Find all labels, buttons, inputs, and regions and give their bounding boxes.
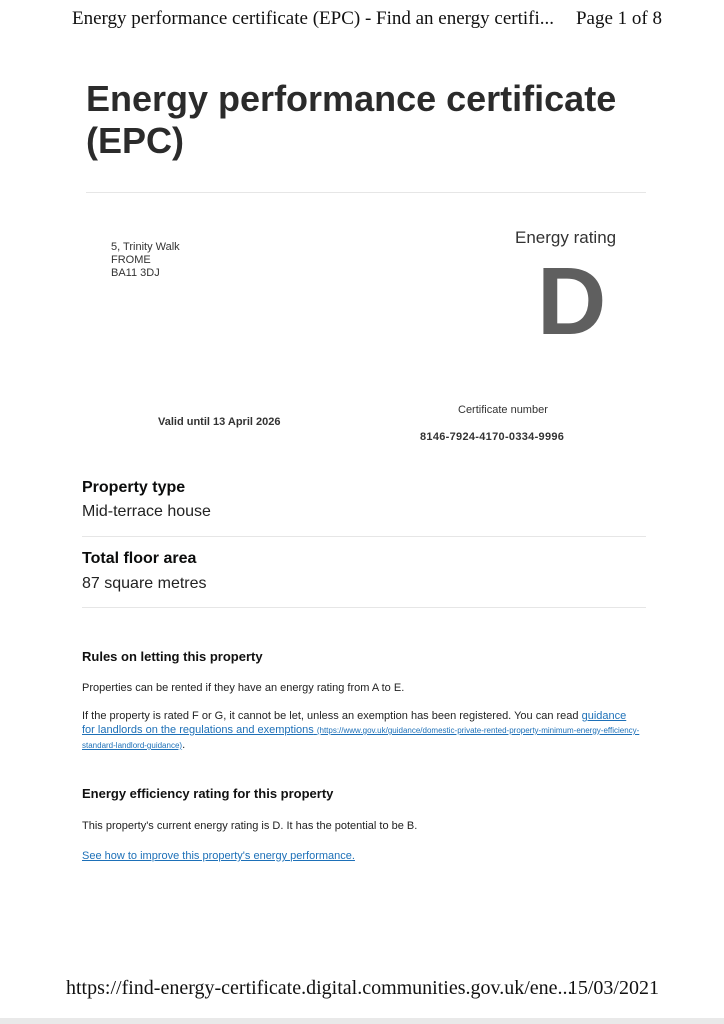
efficiency-rating-text: This property's current energy rating is D. It has the potential to be B.	[82, 820, 418, 832]
divider	[82, 536, 646, 537]
energy-rating-label: Energy rating	[515, 228, 617, 247]
letting-rules-paragraph: Properties can be rented if they have an energy rating from A to E.	[82, 682, 405, 694]
property-type-value: Mid-terrace house	[82, 503, 211, 520]
print-header-title: Energy performance certificate (EPC) - Find an energy certifi...	[72, 8, 555, 29]
landlord-guidance-link-url: (https://www.gov.uk/guidance/domestic-private-rented-property-minimum-energy-efficiency-standard-landlord-guidance)	[82, 726, 640, 750]
improve-performance-link[interactable]: See how to improve this property's energy performance.	[82, 850, 355, 862]
exemptions-text-end: .	[182, 739, 186, 751]
landlord-guidance-link-text: guidance for landlords on the regulations and exemptions	[82, 710, 627, 736]
divider	[82, 607, 646, 608]
valid-until: Valid until 13 April 2026	[158, 416, 281, 428]
property-address	[111, 241, 180, 280]
energy-rating-value: D	[537, 248, 607, 355]
exemptions-text: If the property is rated F or G, it cannot be let, unless an exemption has been registered. You can read	[82, 710, 579, 722]
address-town: FROME	[111, 254, 151, 266]
page-edge	[0, 1018, 724, 1024]
letting-rules-heading: Rules on letting this property	[82, 649, 263, 664]
print-header-page-number: Page 1 of 8	[575, 8, 662, 29]
certificate-number-label: Certificate number	[458, 404, 548, 416]
page-title: Energy performance certificate (EPC)	[86, 78, 617, 161]
divider	[86, 192, 646, 193]
floor-area-heading: Total floor area	[82, 550, 197, 567]
letting-exemptions-paragraph	[82, 709, 642, 753]
address-line-1: 5, Trinity Walk	[111, 241, 180, 253]
efficiency-rating-heading: Energy efficiency rating for this property	[82, 786, 334, 801]
certificate-number: 8146-7924-4170-0334-9996	[420, 431, 565, 443]
floor-area-value: 87 square metres	[82, 575, 207, 592]
address-postcode: BA11 3DJ	[111, 267, 160, 279]
property-type-heading: Property type	[82, 479, 186, 496]
print-footer-url: https://find-energy-certificate.digital.communities.gov.uk/ene...	[66, 977, 573, 999]
print-footer-date: 15/03/2021	[567, 977, 659, 999]
